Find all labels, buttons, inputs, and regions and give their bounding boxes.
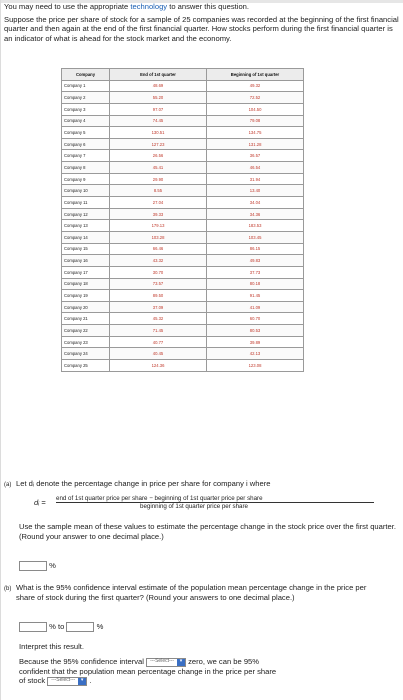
company-cell: Company 19 bbox=[62, 290, 110, 302]
part-b-letter: (b) bbox=[4, 586, 12, 592]
begin-price-cell: 41.09 bbox=[207, 301, 304, 313]
end-price-cell: 74.45 bbox=[110, 115, 207, 127]
company-cell: Company 10 bbox=[62, 185, 110, 197]
end-price-cell: 127.23 bbox=[110, 138, 207, 150]
end-price-cell: 37.09 bbox=[110, 301, 207, 313]
begin-price-cell: 34.04 bbox=[207, 197, 304, 209]
header-beginning-quarter: Beginning of 1st quarter bbox=[207, 69, 304, 81]
begin-price-cell: 183.53 bbox=[207, 220, 304, 232]
begin-price-cell: 34.36 bbox=[207, 208, 304, 220]
company-cell: Company 16 bbox=[62, 255, 110, 267]
company-cell: Company 18 bbox=[62, 278, 110, 290]
question-intro bbox=[4, 2, 400, 43]
begin-price-cell: 31.94 bbox=[207, 173, 304, 185]
table-row bbox=[62, 301, 304, 313]
end-price-cell: 45.41 bbox=[110, 162, 207, 174]
part-b-answer-row bbox=[19, 622, 403, 632]
end-price-cell: 43.32 bbox=[110, 255, 207, 267]
end-price-cell: 124.36 bbox=[110, 360, 207, 372]
end-price-cell: 97.07 bbox=[110, 103, 207, 115]
part-a-text: Let dᵢ denote the percentage change in price per share for company i where bbox=[16, 479, 271, 488]
begin-price-cell: 123.08 bbox=[207, 360, 304, 372]
part-b-text: What is the 95% confidence interval estimate of the population mean percentage change in the price per share of stock during the first quarter? (Round your answers to one decimal place.) bbox=[16, 583, 367, 602]
part-a-instruction: Use the sample mean of these values to estimate the percentage change in the stock price over the first quarter. (Round your answer to one decimal place.) bbox=[19, 522, 396, 541]
part-b-question bbox=[4, 583, 400, 602]
company-cell: Company 1 bbox=[62, 80, 110, 92]
end-price-cell: 29.90 bbox=[110, 173, 207, 185]
end-price-cell: 40.77 bbox=[110, 336, 207, 348]
begin-price-cell: 86.15 bbox=[207, 243, 304, 255]
begin-price-cell: 36.57 bbox=[207, 150, 304, 162]
table-row bbox=[62, 127, 304, 139]
confident-text: confident that the population mean percentage change in the price per share bbox=[19, 666, 277, 676]
note-prefix: You may need to use the appropriate bbox=[4, 2, 131, 11]
begin-price-cell: 49.32 bbox=[207, 80, 304, 92]
end-price-cell: 89.50 bbox=[110, 290, 207, 302]
end-price-cell: 8.55 bbox=[110, 185, 207, 197]
begin-price-cell: 42.13 bbox=[207, 348, 304, 360]
company-cell: Company 24 bbox=[62, 348, 110, 360]
end-price-cell: 55.20 bbox=[110, 92, 207, 104]
begin-price-cell: 80.18 bbox=[207, 278, 304, 290]
end-price-cell: 26.56 bbox=[110, 150, 207, 162]
left-rule bbox=[0, 0, 1, 700]
company-cell: Company 14 bbox=[62, 231, 110, 243]
header-company: Company bbox=[62, 69, 110, 81]
company-cell: Company 8 bbox=[62, 162, 110, 174]
company-cell: Company 23 bbox=[62, 336, 110, 348]
table-row bbox=[62, 255, 304, 267]
begin-price-cell: 103.45 bbox=[207, 231, 304, 243]
interpret-label: Interpret this result. bbox=[19, 642, 84, 651]
begin-price-cell: 79.08 bbox=[207, 115, 304, 127]
begin-price-cell: 131.28 bbox=[207, 138, 304, 150]
table-row bbox=[62, 336, 304, 348]
end-price-cell: 66.46 bbox=[110, 243, 207, 255]
begin-price-cell: 72.52 bbox=[207, 92, 304, 104]
end-price-cell: 130.51 bbox=[110, 127, 207, 139]
begin-price-cell: 91.45 bbox=[207, 290, 304, 302]
table-row bbox=[62, 92, 304, 104]
table-row bbox=[62, 197, 304, 209]
direction-select[interactable] bbox=[47, 677, 87, 686]
formula-numerator: end of 1st quarter price per share − beginning of 1st quarter price per share bbox=[56, 495, 263, 502]
company-cell: Company 2 bbox=[62, 92, 110, 104]
table-row bbox=[62, 231, 304, 243]
mean-change-input[interactable] bbox=[19, 561, 47, 571]
company-cell: Company 12 bbox=[62, 208, 110, 220]
company-cell: Company 20 bbox=[62, 301, 110, 313]
ci-upper-input[interactable] bbox=[66, 622, 94, 632]
table-row bbox=[62, 220, 304, 232]
begin-price-cell: 104.50 bbox=[207, 103, 304, 115]
interpretation-sentence: Because the 95% confidence interval ---Select--- ▾ zero, we can be 95% confident that the population mean percentage change in the price per share of stock ---Select--- ▾ . bbox=[19, 657, 277, 686]
technology-note bbox=[4, 2, 400, 12]
because-prefix: Because the 95% confidence interval bbox=[19, 657, 144, 666]
table-row bbox=[62, 278, 304, 290]
chevron-down-icon: ▾ bbox=[177, 659, 185, 666]
company-cell: Company 5 bbox=[62, 127, 110, 139]
table-row bbox=[62, 290, 304, 302]
company-cell: Company 3 bbox=[62, 103, 110, 115]
company-cell: Company 13 bbox=[62, 220, 110, 232]
chevron-down-icon: ▾ bbox=[78, 678, 86, 685]
begin-price-cell: 49.83 bbox=[207, 255, 304, 267]
table-row bbox=[62, 185, 304, 197]
table-row bbox=[62, 360, 304, 372]
end-price-cell: 103.28 bbox=[110, 231, 207, 243]
company-cell: Company 22 bbox=[62, 325, 110, 337]
note-suffix: to answer this question. bbox=[167, 2, 249, 11]
end-price-cell: 179.13 bbox=[110, 220, 207, 232]
company-cell: Company 15 bbox=[62, 243, 110, 255]
company-cell: Company 7 bbox=[62, 150, 110, 162]
table-row bbox=[62, 348, 304, 360]
header-end-quarter: End of 1st quarter bbox=[110, 69, 207, 81]
begin-price-cell: 60.70 bbox=[207, 313, 304, 325]
company-cell: Company 17 bbox=[62, 266, 110, 278]
end-price-cell: 45.32 bbox=[110, 313, 207, 325]
technology-link[interactable]: technology bbox=[130, 2, 168, 11]
begin-price-cell: 13.40 bbox=[207, 185, 304, 197]
problem-statement: Suppose the price per share of stock for a sample of 25 companies was recorded at the beginning of the first financial quarter and then again at the end of the first financial quarter. How stocks perform during the first financial quarter is an indicator of what is ahead for the stock market and the economy. bbox=[4, 14, 399, 43]
part-b-unit-end: % bbox=[96, 622, 104, 631]
table-row bbox=[62, 103, 304, 115]
end-price-cell: 27.04 bbox=[110, 197, 207, 209]
table-header-row bbox=[62, 69, 304, 81]
company-cell: Company 6 bbox=[62, 138, 110, 150]
direction-select-label: ---Select--- bbox=[51, 677, 76, 684]
table-row bbox=[62, 325, 304, 337]
company-cell: Company 11 bbox=[62, 197, 110, 209]
interval-select-label: ---Select--- bbox=[150, 658, 174, 665]
end-price-cell: 30.70 bbox=[110, 266, 207, 278]
end-price-cell: 73.57 bbox=[110, 278, 207, 290]
table-row bbox=[62, 208, 304, 220]
because-suffix: zero, we can be 95% bbox=[188, 657, 260, 666]
table-row bbox=[62, 150, 304, 162]
begin-price-cell: 39.89 bbox=[207, 336, 304, 348]
ci-lower-input[interactable] bbox=[19, 622, 47, 632]
table-row bbox=[62, 243, 304, 255]
part-a-letter: (a) bbox=[4, 482, 12, 488]
company-cell: Company 4 bbox=[62, 115, 110, 127]
end-price-cell: 71.45 bbox=[110, 325, 207, 337]
company-cell: Company 21 bbox=[62, 313, 110, 325]
table-row bbox=[62, 162, 304, 174]
end-price-cell: 40.45 bbox=[110, 348, 207, 360]
table-row bbox=[62, 313, 304, 325]
formula-lhs: dᵢ = bbox=[34, 498, 46, 507]
table-row bbox=[62, 173, 304, 185]
table-row bbox=[62, 115, 304, 127]
begin-price-cell: 80.53 bbox=[207, 325, 304, 337]
table-row bbox=[62, 138, 304, 150]
begin-price-cell: 46.54 bbox=[207, 162, 304, 174]
interval-select[interactable] bbox=[146, 658, 186, 667]
company-cell: Company 25 bbox=[62, 360, 110, 372]
table-row bbox=[62, 266, 304, 278]
begin-price-cell: 37.73 bbox=[207, 266, 304, 278]
begin-price-cell: 134.75 bbox=[207, 127, 304, 139]
formula-denominator: beginning of 1st quarter price per share bbox=[140, 503, 249, 510]
of-stock-text: of stock bbox=[19, 676, 46, 686]
company-cell: Company 9 bbox=[62, 173, 110, 185]
table-row bbox=[62, 80, 304, 92]
stock-price-table bbox=[61, 68, 304, 372]
part-b-unit-to: % to bbox=[49, 622, 65, 631]
part-a-answer-row bbox=[19, 561, 403, 571]
end-price-cell: 39.33 bbox=[110, 208, 207, 220]
part-a-question bbox=[4, 479, 400, 491]
part-a-unit: % bbox=[49, 561, 56, 570]
end-price-cell: 48.69 bbox=[110, 80, 207, 92]
